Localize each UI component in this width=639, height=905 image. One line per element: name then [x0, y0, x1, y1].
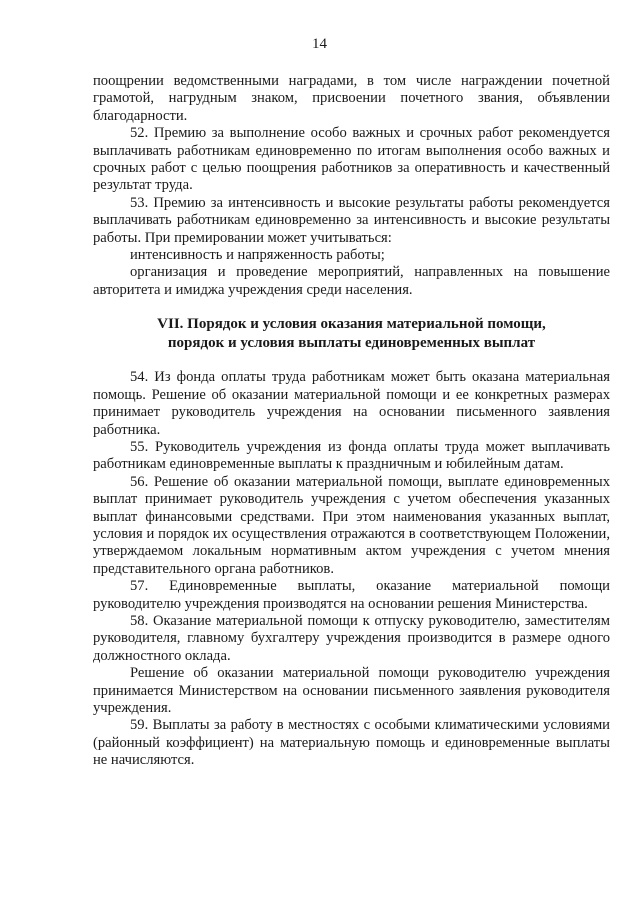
paragraph-54: 54. Из фонда оплаты труда работникам может быть оказана материальная помощь. Решение об оказании материальной помощи и ее конкретных размерах принимает руководитель учреждения на основании письменного заявления работника.: [93, 369, 610, 438]
document-body: [93, 73, 610, 770]
paragraph-58-decision: Решение об оказании материальной помощи руководителю учреждения принимается Министерством на основании письменного заявления руководителя учреждения.: [93, 665, 610, 716]
paragraph-56: 56. Решение об оказании материальной помощи, выплате единовременных выплат принимает руководитель учреждения с учетом обеспечения указанных выплат финансовыми средствами. При этом наименования указанных выплат, условия и порядок их осуществления отражаются в соответствующем Положении, утверждаемом локальным нормативным актом учреждения с учетом мнения представительного органа работников.: [93, 473, 610, 577]
paragraph-53-item-1: интенсивность и напряженность работы;: [130, 247, 385, 264]
paragraph-58: 58. Оказание материальной помощи к отпуску руководителю, заместителям руководителя, главному бухгалтеру учреждения производится в размере одного должностного оклада.: [93, 612, 610, 664]
section-heading-line-1: VII. Порядок и условия оказания материальной помощи,: [157, 316, 546, 333]
paragraph-53: 53. Премию за интенсивность и высокие результаты работы рекомендуется выплачивать работникам единовременно за интенсивность и высокие результаты работы. При премировании может учитываться:: [93, 194, 610, 246]
section-heading-line-2: порядок и условия выплаты единовременных выплат: [167, 335, 536, 352]
paragraph-55: 55. Руководитель учреждения из фонда оплаты труда может выплачивать работникам единовременные выплаты к праздничным и юбилейным датам.: [93, 438, 610, 473]
section-heading: [93, 315, 610, 353]
paragraph-59: 59. Выплаты за работу в местностях с особыми климатическими условиями (районный коэффициент) на материальную помощь и единовременные выплаты не начисляются.: [93, 717, 610, 769]
paragraph-52: 52. Премию за выполнение особо важных и срочных работ рекомендуется выплачивать работникам единовременно по итогам выполнения особо важных и срочных работ с целью поощрения работников за оперативность и качественный результат труда.: [93, 125, 610, 194]
page-number: 14: [312, 36, 327, 52]
paragraph-53-item-2: организация и проведение мероприятий, направленных на повышение авторитета и имиджа учреждения среди населения.: [93, 264, 610, 298]
paragraph-continuation: поощрении ведомственными наградами, в том числе награждении почетной грамотой, нагрудным знаком, присвоении почетного звания, объявлении благодарности.: [93, 73, 610, 124]
paragraph-57: 57. Единовременные выплаты, оказание материальной помощи руководителю учреждения производятся на основании решения Министерства.: [93, 578, 610, 612]
